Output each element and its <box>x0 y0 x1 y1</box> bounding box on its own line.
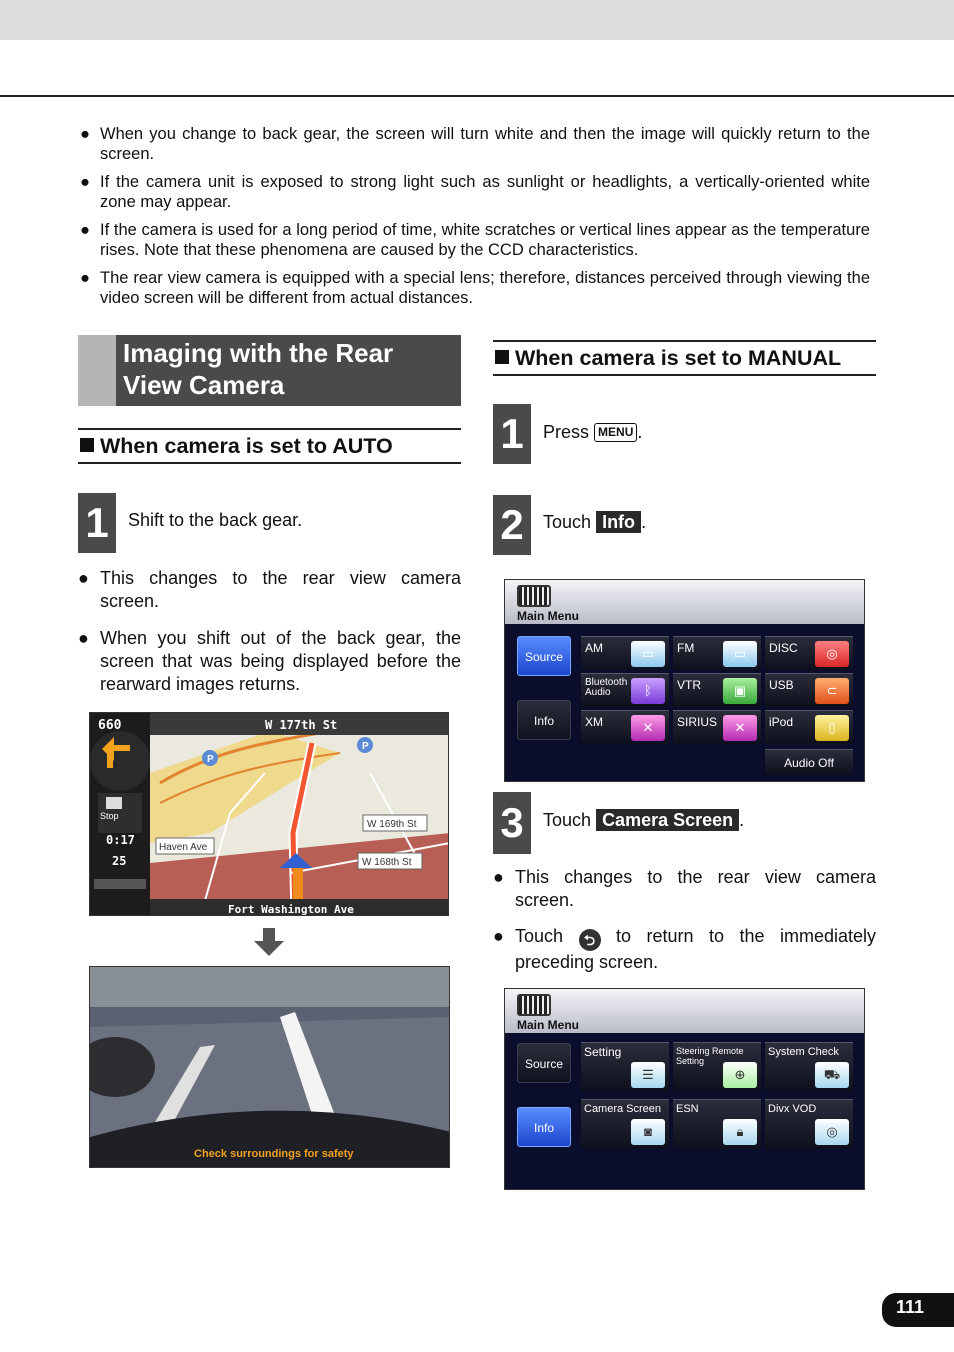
tile-vtr[interactable]: VTR ▣ <box>673 673 761 707</box>
arrow-down-icon <box>254 928 284 956</box>
info-button[interactable]: Info <box>517 1107 571 1147</box>
step-text: Shift to the back gear. <box>128 510 303 530</box>
auto-note-1: ● This changes to the rear view camera screen. <box>78 568 461 611</box>
tile-disc[interactable]: DISC ◎ <box>765 636 853 670</box>
street-label: W 169th St <box>367 819 417 830</box>
tile-xm[interactable]: XM ✕ <box>581 710 669 744</box>
navigation-screen <box>89 712 449 916</box>
main-menu-screen-2 <box>504 988 865 1190</box>
tile-setting[interactable]: Setting ☰ <box>581 1042 669 1092</box>
safety-warning: Check surroundings for safety <box>194 1148 354 1160</box>
disc-icon: ◎ <box>815 1119 849 1145</box>
square-icon <box>495 350 509 364</box>
radio-icon: ▭ <box>723 641 757 667</box>
header-bar <box>0 0 954 40</box>
step-number: 2 <box>493 495 531 555</box>
tile-fm[interactable]: FM ▭ <box>673 636 761 670</box>
manual-note-1: ● This changes to the rear view camera screen. <box>493 867 876 910</box>
section-tab <box>78 335 116 406</box>
camera-graphic <box>90 967 450 1168</box>
rear-camera-screen <box>89 966 450 1168</box>
time-readout: 0:17 <box>106 833 135 847</box>
main-menu-screen-1 <box>504 579 865 782</box>
page-number: 111 <box>882 1293 954 1327</box>
tile-sirius[interactable]: SIRIUS ✕ <box>673 710 761 744</box>
step-text: Touch Info . <box>543 512 647 532</box>
satellite-icon: ✕ <box>723 715 757 741</box>
section-title-text: Imaging with the Rear View Camera <box>123 338 394 400</box>
tile-camera-screen[interactable]: Camera Screen ◙ <box>581 1099 669 1149</box>
square-icon <box>80 438 94 452</box>
distance-readout: 660 <box>98 718 122 733</box>
source-button[interactable]: Source <box>517 1043 571 1083</box>
menu-icon <box>517 994 551 1016</box>
step-number: 3 <box>493 792 531 854</box>
top-street-label: W 177th St <box>265 718 338 732</box>
tile-steering-remote-setting[interactable]: Steering Remote Setting ⊕ <box>673 1042 761 1092</box>
tile-system-check[interactable]: System Check ⛟ <box>765 1042 853 1092</box>
step-number: 1 <box>78 493 116 553</box>
usb-icon: ⊂ <box>815 678 849 704</box>
notes-list <box>80 124 870 316</box>
tile-bluetooth-audio[interactable]: Bluetooth Audio ᛒ <box>581 673 669 707</box>
header-rule <box>0 95 954 97</box>
parking-icon: P <box>362 741 369 752</box>
auto-heading: When camera is set to AUTO <box>78 428 461 464</box>
manual-heading: When camera is set to MANUAL <box>493 340 876 376</box>
note-item: ● The rear view camera is equipped with a special lens; therefore, distances perceived through viewing the video screen will be different from actual distances. <box>80 269 870 307</box>
video-icon: ▣ <box>723 678 757 704</box>
tile-am[interactable]: AM ▭ <box>581 636 669 670</box>
tile-esn[interactable]: ESN 🔒︎ <box>673 1099 761 1149</box>
step-text: Touch Camera Screen . <box>543 810 745 830</box>
bottom-street-label: Fort Washington Ave <box>228 903 354 916</box>
section-title <box>78 335 461 406</box>
tile-usb[interactable]: USB ⊂ <box>765 673 853 707</box>
parking-icon: P <box>207 754 214 765</box>
note-item: ● If the camera is used for a long period of time, white scratches or vertical lines appear as the temperature rises. Note that these phenomena are caused by the CCD characteristics. <box>80 221 870 259</box>
source-button[interactable]: Source <box>517 636 571 676</box>
tile-ipod[interactable]: iPod ▯ <box>765 710 853 744</box>
auto-note-2: ● When you shift out of the back gear, the screen that was being displayed before the rearward images returns. <box>78 628 461 694</box>
lock-icon: 🔒︎ <box>723 1119 757 1145</box>
note-item: ● When you change to back gear, the screen will turn white and then the image will quickly return to the screen. <box>80 125 870 163</box>
camera-screen-button-label: Camera Screen <box>596 809 739 831</box>
speed-readout: 25 <box>112 854 127 868</box>
radio-icon: ▭ <box>631 641 665 667</box>
disc-icon: ◎ <box>815 641 849 667</box>
back-icon: ⮌ <box>579 929 601 951</box>
step-number: 1 <box>493 404 531 464</box>
menu-icon <box>517 585 551 607</box>
info-button[interactable]: Info <box>517 700 571 740</box>
map-graphic <box>90 713 449 916</box>
street-label: W 168th St <box>362 857 412 868</box>
manual-note-2: ● Touch ⮌ to return to the immediately preceding screen. <box>493 926 876 972</box>
settings-icon: ☰ <box>631 1062 665 1088</box>
ipod-icon: ▯ <box>815 715 849 741</box>
bluetooth-icon: ᛒ <box>631 678 665 704</box>
car-icon: ⛟ <box>815 1062 849 1088</box>
satellite-icon: ✕ <box>631 715 665 741</box>
step-text: Press MENU . <box>543 422 643 442</box>
camera-icon: ◙ <box>631 1119 665 1145</box>
info-button-label: Info <box>596 511 641 533</box>
tile-divx-vod[interactable]: Divx VOD ◎ <box>765 1099 853 1149</box>
street-label: Haven Ave <box>159 842 208 853</box>
menu-header: Main Menu <box>505 989 864 1033</box>
menu-header: Main Menu <box>505 580 864 624</box>
stop-label: Stop <box>100 811 119 821</box>
audio-off-button[interactable]: Audio Off <box>765 749 853 775</box>
steering-wheel-icon: ⊕ <box>723 1062 757 1088</box>
note-item: ● If the camera unit is exposed to strong light such as sunlight or headlights, a vertically-oriented white zone may appear. <box>80 173 870 211</box>
menu-key: MENU <box>594 423 637 442</box>
